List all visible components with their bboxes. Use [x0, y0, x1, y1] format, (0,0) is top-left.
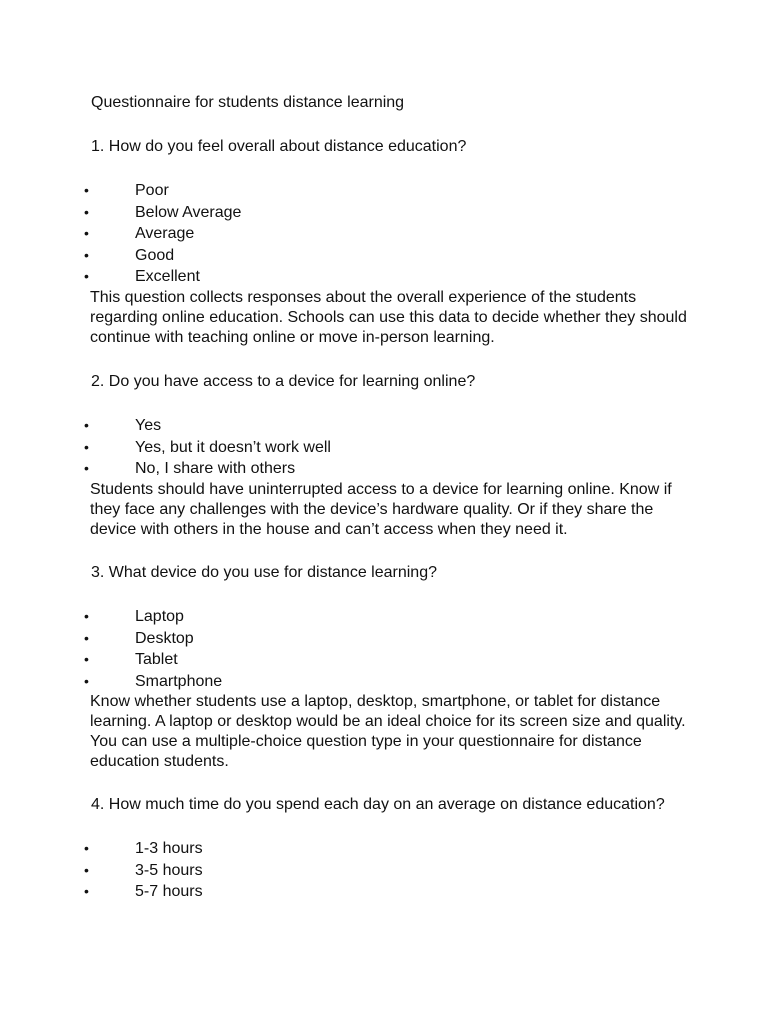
option-item	[0, 649, 768, 671]
question-text: 3. What device do you use for distance learning?	[91, 564, 437, 581]
option-label: Excellent	[135, 268, 200, 285]
question-section-2	[0, 371, 768, 540]
option-label: Poor	[135, 182, 169, 199]
option-item	[0, 860, 768, 882]
option-item	[0, 628, 768, 650]
option-item	[0, 437, 768, 459]
bullet-icon: •	[84, 460, 89, 476]
option-item	[0, 606, 768, 628]
question-section-4	[0, 794, 768, 903]
option-item	[0, 838, 768, 860]
options-list	[0, 606, 768, 692]
question-description: Know whether students use a laptop, desktop, smartphone, or tablet for distance learning. A laptop or desktop would be an ideal choice for its screen size and quality. You can use a multiple-choice question type in your questionnaire for distance education students.	[90, 693, 686, 770]
option-item	[0, 202, 768, 224]
option-label: Average	[135, 225, 195, 242]
option-label: Below Average	[135, 203, 242, 221]
question-section-3	[0, 562, 768, 772]
bullet-icon: •	[84, 672, 89, 689]
bullet-icon: •	[84, 608, 89, 624]
option-label: 1-3 hours	[135, 840, 203, 857]
option-label: Laptop	[135, 608, 184, 625]
option-label: 3-5 hours	[135, 861, 203, 879]
bullet-icon: •	[84, 629, 89, 646]
question-text: 2. Do you have access to a device for learning online?	[91, 373, 476, 390]
bullet-icon: •	[84, 182, 89, 198]
option-item	[0, 266, 768, 288]
question-text: 4. How much time do you spend each day on an average on distance education?	[91, 796, 665, 813]
bullet-icon: •	[84, 203, 89, 220]
option-label: Desktop	[135, 629, 194, 647]
options-list	[0, 415, 768, 480]
question-text: 1. How do you feel overall about distance education?	[91, 138, 467, 155]
bullet-icon: •	[84, 840, 89, 856]
option-label: Yes, but it doesn’t work well	[135, 438, 331, 456]
option-item	[0, 458, 768, 480]
option-item	[0, 415, 768, 437]
option-item	[0, 223, 768, 245]
bullet-icon: •	[84, 268, 89, 284]
question-description: Students should have uninterrupted access to a device for learning online. Know if they face any challenges with the device’s hardware quality. Or if they share the device with others in the house and can’t access when they need it.	[90, 480, 672, 538]
option-label: No, I share with others	[135, 460, 296, 477]
question-description: This question collects responses about the overall experience of the students regarding online education. Schools can use this data to decide whether they should continue with teaching online or move in-person learning.	[90, 288, 687, 346]
bullet-icon: •	[84, 225, 89, 241]
bullet-icon: •	[84, 246, 89, 263]
option-label: Yes	[135, 417, 162, 434]
option-label: 5-7 hours	[135, 883, 203, 900]
option-item	[0, 671, 768, 693]
document-title: Questionnaire for students distance learning	[91, 94, 405, 111]
option-label: Tablet	[135, 651, 178, 668]
option-label: Good	[135, 246, 175, 264]
option-label: Smartphone	[135, 672, 223, 690]
options-list	[0, 180, 768, 288]
option-item	[0, 245, 768, 267]
option-item	[0, 180, 768, 202]
bullet-icon: •	[84, 883, 89, 899]
option-item	[0, 881, 768, 903]
bullet-icon: •	[84, 417, 89, 433]
bullet-icon: •	[84, 438, 89, 455]
options-list	[0, 838, 768, 903]
bullet-icon: •	[84, 861, 89, 878]
question-section-1	[0, 136, 768, 348]
bullet-icon: •	[84, 651, 89, 667]
